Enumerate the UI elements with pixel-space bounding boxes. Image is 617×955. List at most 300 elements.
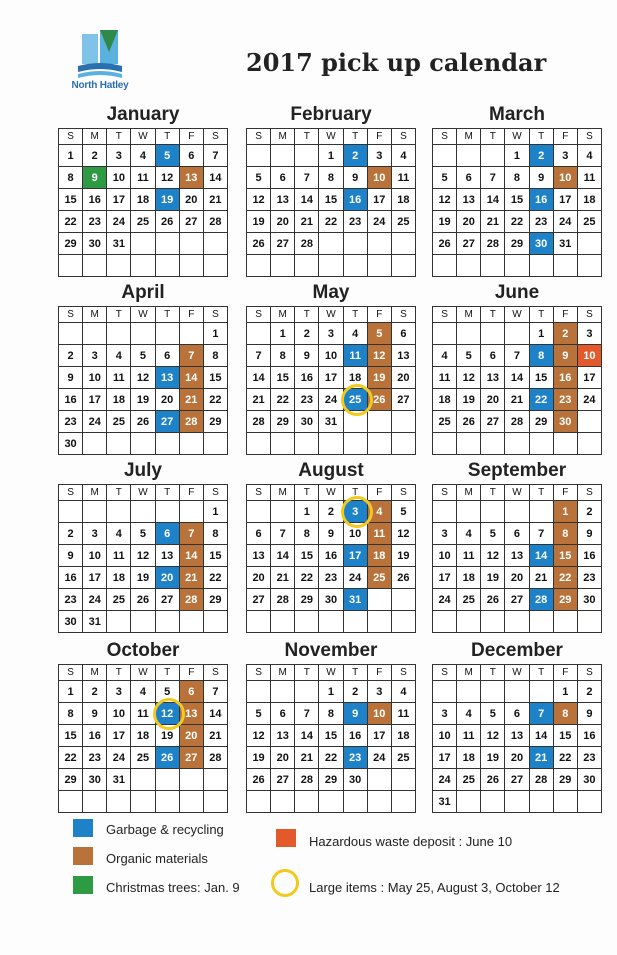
weekday-header: S [247, 307, 271, 323]
day-cell: 29 [319, 769, 343, 791]
day-cell: 18 [107, 389, 131, 411]
month-april [58, 282, 228, 455]
weekday-header: S [433, 129, 457, 145]
day-cell: 21 [203, 725, 227, 747]
day-cell: 30 [59, 611, 83, 633]
empty-cell [433, 323, 457, 345]
day-cell: 21 [179, 567, 203, 589]
weekday-header: S [59, 665, 83, 681]
day-cell: 30 [83, 233, 107, 255]
empty-cell [367, 433, 391, 455]
day-cell: 1 [203, 323, 227, 345]
day-cell: 1 [59, 145, 83, 167]
day-cell: 20 [179, 725, 203, 747]
empty-cell [577, 255, 601, 277]
day-cell: 11 [577, 167, 601, 189]
day-cell: 26 [131, 589, 155, 611]
day-cell: 5 [131, 345, 155, 367]
day-cell: 14 [505, 367, 529, 389]
day-cell: 15 [553, 725, 577, 747]
day-cell: 24 [343, 567, 367, 589]
day-cell: 18 [457, 747, 481, 769]
day-cell: 19 [433, 211, 457, 233]
day-cell: 2 [59, 345, 83, 367]
day-cell: 15 [319, 189, 343, 211]
day-cell: 30 [529, 233, 553, 255]
day-cell: 2 [59, 523, 83, 545]
day-cell: 17 [433, 567, 457, 589]
empty-cell [203, 769, 227, 791]
day-cell: 3 [319, 323, 343, 345]
day-cell: 28 [481, 233, 505, 255]
day-cell: 7 [481, 167, 505, 189]
day-cell: 1 [59, 681, 83, 703]
day-cell: 13 [179, 703, 203, 725]
day-cell: 3 [107, 681, 131, 703]
month-october [58, 640, 228, 813]
day-cell: 22 [59, 747, 83, 769]
weekday-header: F [179, 485, 203, 501]
day-cell: 12 [481, 545, 505, 567]
empty-cell [179, 501, 203, 523]
day-cell: 22 [203, 567, 227, 589]
empty-cell [107, 433, 131, 455]
day-cell: 1 [529, 323, 553, 345]
empty-cell [553, 791, 577, 813]
empty-cell [131, 433, 155, 455]
day-cell: 25 [107, 411, 131, 433]
weekday-header: M [271, 485, 295, 501]
day-cell: 21 [529, 567, 553, 589]
day-cell: 6 [391, 323, 415, 345]
day-cell: 1 [203, 501, 227, 523]
day-cell: 5 [433, 167, 457, 189]
empty-cell [457, 145, 481, 167]
weekday-header: T [529, 485, 553, 501]
day-cell: 31 [433, 791, 457, 813]
day-cell: 8 [529, 345, 553, 367]
day-cell: 20 [505, 567, 529, 589]
day-cell: 22 [295, 567, 319, 589]
day-cell: 11 [457, 725, 481, 747]
weekday-header: T [481, 485, 505, 501]
day-cell: 17 [83, 567, 107, 589]
day-cell: 7 [247, 345, 271, 367]
day-cell: 6 [179, 681, 203, 703]
empty-cell [131, 233, 155, 255]
day-cell: 8 [319, 703, 343, 725]
empty-cell [481, 433, 505, 455]
empty-cell [83, 501, 107, 523]
day-cell: 11 [433, 367, 457, 389]
day-cell: 24 [433, 589, 457, 611]
day-cell: 13 [271, 189, 295, 211]
empty-cell [203, 255, 227, 277]
day-cell: 17 [107, 725, 131, 747]
day-cell: 25 [457, 769, 481, 791]
empty-cell [59, 255, 83, 277]
day-cell: 16 [59, 389, 83, 411]
empty-cell [343, 611, 367, 633]
day-cell: 24 [319, 389, 343, 411]
empty-cell [433, 611, 457, 633]
day-cell: 12 [433, 189, 457, 211]
empty-cell [179, 611, 203, 633]
large-items-circle-icon [271, 869, 299, 897]
weekday-header: M [83, 665, 107, 681]
day-cell: 9 [83, 703, 107, 725]
empty-cell [391, 791, 415, 813]
weekday-header: S [577, 307, 601, 323]
empty-cell [83, 791, 107, 813]
day-cell: 27 [505, 589, 529, 611]
empty-cell [155, 501, 179, 523]
empty-cell [247, 681, 271, 703]
legend-christmas: Christmas trees: Jan. 9 [106, 880, 240, 895]
empty-cell [343, 255, 367, 277]
day-cell: 12 [131, 545, 155, 567]
day-cell: 16 [295, 367, 319, 389]
day-cell: 21 [505, 389, 529, 411]
month-march [432, 104, 602, 277]
empty-cell [179, 769, 203, 791]
weekday-header: F [553, 485, 577, 501]
day-cell: 11 [367, 523, 391, 545]
empty-cell [481, 255, 505, 277]
day-cell: 16 [577, 545, 601, 567]
day-cell: 4 [107, 345, 131, 367]
day-cell: 19 [131, 389, 155, 411]
day-cell: 19 [391, 545, 415, 567]
day-cell: 18 [107, 567, 131, 589]
day-cell: 24 [577, 389, 601, 411]
empty-cell [247, 323, 271, 345]
empty-cell [391, 255, 415, 277]
day-cell: 3 [83, 523, 107, 545]
day-cell: 25 [391, 211, 415, 233]
day-cell: 19 [481, 747, 505, 769]
month-table [58, 306, 228, 455]
day-cell: 26 [481, 589, 505, 611]
day-cell: 14 [179, 367, 203, 389]
empty-cell [529, 433, 553, 455]
weekday-header: W [319, 485, 343, 501]
day-cell: 6 [271, 703, 295, 725]
day-cell: 5 [457, 345, 481, 367]
day-cell: 6 [505, 703, 529, 725]
month-name: June [494, 282, 540, 303]
legend-large-items: Large items : May 25, August 3, October 12 [309, 880, 560, 895]
day-cell: 31 [553, 233, 577, 255]
empty-cell [107, 501, 131, 523]
day-cell: 6 [179, 145, 203, 167]
day-cell: 7 [295, 167, 319, 189]
day-cell: 23 [577, 747, 601, 769]
day-cell: 10 [83, 545, 107, 567]
empty-cell [131, 769, 155, 791]
weekday-header: T [107, 665, 131, 681]
day-cell: 21 [179, 389, 203, 411]
day-cell: 17 [577, 367, 601, 389]
day-cell: 18 [457, 567, 481, 589]
empty-cell [59, 501, 83, 523]
empty-cell [271, 611, 295, 633]
day-cell: 22 [203, 389, 227, 411]
empty-cell [179, 323, 203, 345]
day-cell: 9 [295, 345, 319, 367]
empty-cell [367, 791, 391, 813]
day-cell: 19 [131, 567, 155, 589]
day-cell: 29 [295, 589, 319, 611]
day-cell: 13 [179, 167, 203, 189]
legend-hazardous: Hazardous waste deposit : June 10 [309, 834, 513, 849]
day-cell: 2 [83, 681, 107, 703]
day-cell: 19 [481, 567, 505, 589]
day-cell: 22 [505, 211, 529, 233]
day-cell: 15 [553, 545, 577, 567]
day-cell: 27 [247, 589, 271, 611]
day-cell: 1 [295, 501, 319, 523]
empty-cell [247, 791, 271, 813]
day-cell: 26 [155, 211, 179, 233]
day-cell: 17 [553, 189, 577, 211]
empty-cell [107, 611, 131, 633]
day-cell: 14 [481, 189, 505, 211]
day-cell: 23 [577, 567, 601, 589]
month-august [246, 460, 416, 633]
day-cell: 11 [131, 167, 155, 189]
day-cell: 29 [553, 589, 577, 611]
day-cell: 27 [155, 589, 179, 611]
day-cell: 16 [553, 367, 577, 389]
day-cell: 6 [155, 523, 179, 545]
day-cell: 4 [107, 523, 131, 545]
day-cell: 17 [367, 189, 391, 211]
day-cell: 11 [343, 345, 367, 367]
weekday-header: S [433, 485, 457, 501]
weekday-header: F [367, 307, 391, 323]
day-cell: 16 [59, 567, 83, 589]
day-cell: 9 [83, 167, 107, 189]
day-cell: 29 [553, 769, 577, 791]
empty-cell [203, 611, 227, 633]
day-cell: 26 [247, 769, 271, 791]
month-table [432, 484, 602, 633]
day-cell: 19 [155, 189, 179, 211]
day-cell: 13 [505, 725, 529, 747]
day-cell: 5 [391, 501, 415, 523]
garbage-swatch [73, 819, 93, 837]
day-cell: 6 [505, 523, 529, 545]
day-cell: 27 [391, 389, 415, 411]
empty-cell [271, 791, 295, 813]
day-cell: 9 [553, 345, 577, 367]
empty-cell [457, 433, 481, 455]
day-cell: 14 [295, 725, 319, 747]
weekday-header: M [271, 307, 295, 323]
weekday-header: T [155, 485, 179, 501]
day-cell: 24 [83, 411, 107, 433]
day-cell: 14 [271, 545, 295, 567]
day-cell: 23 [83, 747, 107, 769]
month-table [432, 128, 602, 277]
weekday-header: T [529, 665, 553, 681]
weekday-header: F [179, 665, 203, 681]
day-cell: 27 [271, 233, 295, 255]
day-cell: 30 [577, 769, 601, 791]
day-cell: 25 [433, 411, 457, 433]
day-cell: 3 [577, 323, 601, 345]
month-name: April [121, 282, 165, 303]
weekday-header: S [203, 307, 227, 323]
weekday-header: S [247, 485, 271, 501]
empty-cell [577, 611, 601, 633]
day-cell: 16 [83, 189, 107, 211]
empty-cell [155, 255, 179, 277]
day-cell: 15 [319, 725, 343, 747]
day-cell: 3 [367, 145, 391, 167]
day-cell: 20 [271, 211, 295, 233]
day-cell: 10 [107, 703, 131, 725]
empty-cell [529, 611, 553, 633]
weekday-header: F [553, 129, 577, 145]
day-cell: 29 [505, 233, 529, 255]
empty-cell [179, 233, 203, 255]
day-cell: 10 [367, 167, 391, 189]
weekday-header: S [203, 485, 227, 501]
month-table [58, 128, 228, 277]
day-cell: 4 [457, 703, 481, 725]
day-cell: 29 [59, 233, 83, 255]
day-cell: 9 [343, 703, 367, 725]
weekday-header: M [457, 129, 481, 145]
day-cell: 7 [295, 703, 319, 725]
empty-cell [295, 433, 319, 455]
weekday-header: M [271, 129, 295, 145]
day-cell: 26 [155, 747, 179, 769]
page-title: 2017 pick up calendar [246, 48, 547, 77]
day-cell: 18 [131, 189, 155, 211]
day-cell: 29 [203, 589, 227, 611]
day-cell: 1 [271, 323, 295, 345]
day-cell: 26 [131, 411, 155, 433]
day-cell: 12 [247, 189, 271, 211]
day-cell: 17 [319, 367, 343, 389]
day-cell: 27 [271, 769, 295, 791]
day-cell: 8 [553, 703, 577, 725]
day-cell: 20 [179, 189, 203, 211]
day-cell: 20 [391, 367, 415, 389]
month-table [246, 484, 416, 633]
day-cell: 12 [131, 367, 155, 389]
day-cell: 19 [367, 367, 391, 389]
day-cell: 24 [107, 211, 131, 233]
day-cell: 11 [391, 703, 415, 725]
day-cell: 11 [107, 545, 131, 567]
empty-cell [553, 611, 577, 633]
weekday-header: W [131, 665, 155, 681]
day-cell: 26 [457, 411, 481, 433]
day-cell: 28 [271, 589, 295, 611]
day-cell: 8 [59, 703, 83, 725]
empty-cell [529, 681, 553, 703]
weekday-header: M [271, 665, 295, 681]
day-cell: 17 [433, 747, 457, 769]
day-cell: 9 [577, 703, 601, 725]
day-cell: 5 [481, 523, 505, 545]
day-cell: 29 [271, 411, 295, 433]
day-cell: 2 [343, 145, 367, 167]
day-cell: 21 [203, 189, 227, 211]
day-cell: 4 [131, 681, 155, 703]
empty-cell [179, 433, 203, 455]
day-cell: 12 [391, 523, 415, 545]
empty-cell [391, 411, 415, 433]
day-cell: 30 [577, 589, 601, 611]
day-cell: 2 [295, 323, 319, 345]
empty-cell [295, 791, 319, 813]
legend-organic: Organic materials [106, 851, 208, 866]
empty-cell [391, 769, 415, 791]
day-cell: 18 [343, 367, 367, 389]
empty-cell [505, 791, 529, 813]
day-cell: 29 [529, 411, 553, 433]
day-cell: 5 [481, 703, 505, 725]
day-cell: 2 [577, 681, 601, 703]
day-cell: 26 [247, 233, 271, 255]
day-cell: 19 [155, 725, 179, 747]
empty-cell [83, 323, 107, 345]
logo-graphic [60, 26, 140, 86]
day-cell: 22 [319, 211, 343, 233]
month-december [432, 640, 602, 813]
weekday-header: F [553, 665, 577, 681]
day-cell: 20 [247, 567, 271, 589]
day-cell: 2 [577, 501, 601, 523]
day-cell: 10 [83, 367, 107, 389]
empty-cell [367, 589, 391, 611]
weekday-header: W [131, 129, 155, 145]
day-cell: 4 [367, 501, 391, 523]
day-cell: 10 [577, 345, 601, 367]
day-cell: 3 [83, 345, 107, 367]
day-cell: 22 [271, 389, 295, 411]
day-cell: 2 [343, 681, 367, 703]
day-cell: 6 [271, 167, 295, 189]
day-cell: 22 [59, 211, 83, 233]
day-cell: 15 [59, 189, 83, 211]
day-cell: 28 [203, 747, 227, 769]
day-cell: 1 [505, 145, 529, 167]
day-cell: 14 [247, 367, 271, 389]
day-cell: 5 [247, 167, 271, 189]
weekday-header: W [505, 307, 529, 323]
empty-cell [481, 501, 505, 523]
logo-text: North Hatley [71, 80, 129, 91]
empty-cell [367, 233, 391, 255]
weekday-header: T [343, 129, 367, 145]
day-cell: 17 [343, 545, 367, 567]
day-cell: 20 [155, 567, 179, 589]
day-cell: 13 [481, 367, 505, 389]
day-cell: 27 [179, 747, 203, 769]
weekday-header: S [59, 129, 83, 145]
weekday-header: W [319, 129, 343, 145]
day-cell: 9 [59, 545, 83, 567]
day-cell: 24 [433, 769, 457, 791]
empty-cell [295, 255, 319, 277]
day-cell: 15 [271, 367, 295, 389]
